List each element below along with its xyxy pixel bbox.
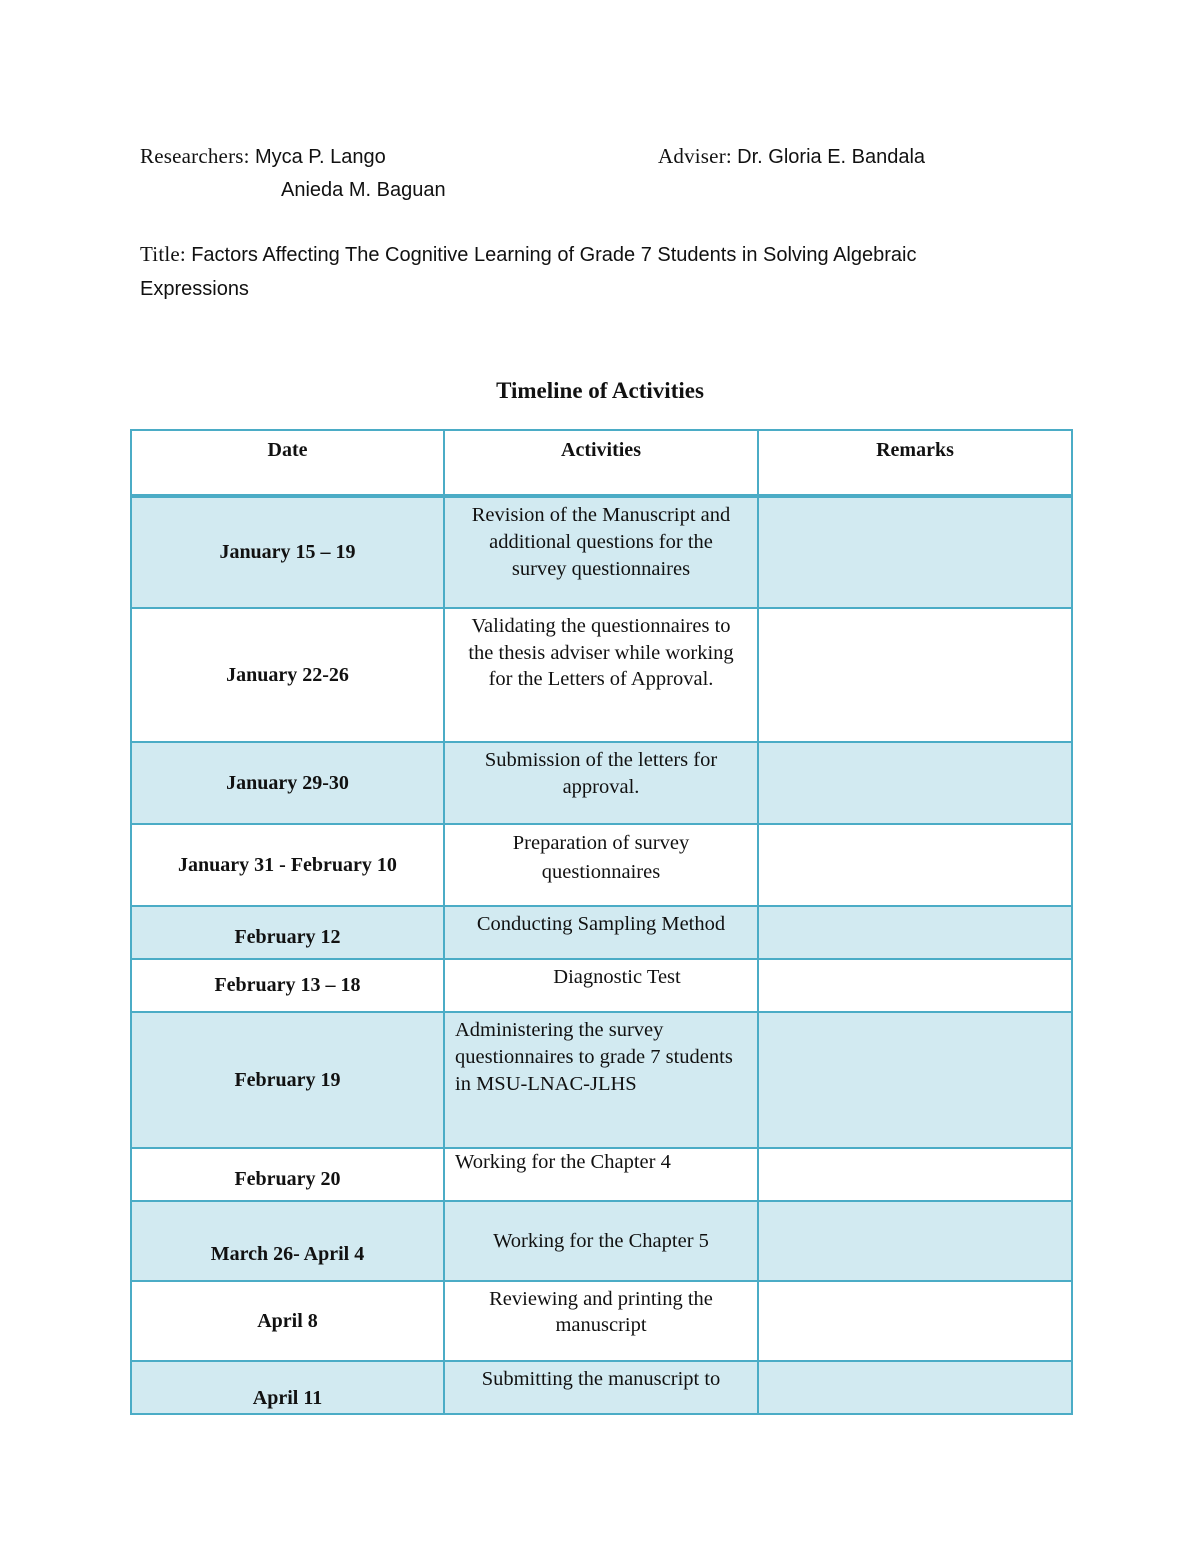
date-cell: January 29-30 — [131, 742, 444, 824]
table-title: Timeline of Activities — [496, 378, 704, 403]
researchers-label: Researchers: — [140, 144, 250, 168]
remarks-cell — [758, 906, 1072, 959]
researchers-line — [140, 146, 386, 167]
date-cell: April 11 — [131, 1361, 444, 1414]
date-cell: February 12 — [131, 906, 444, 959]
activity-cell: Administering the survey questionnaires to grade 7 students in MSU-LNAC-JLHS — [444, 1012, 758, 1148]
researcher-name-2: Anieda M. Baguan — [281, 179, 446, 201]
activity-cell: Submission of the letters for approval. — [444, 742, 758, 824]
date-cell: January 22-26 — [131, 608, 444, 742]
table-row — [131, 608, 1072, 742]
remarks-cell — [758, 496, 1072, 608]
table-row — [131, 1012, 1072, 1148]
date-cell: February 19 — [131, 1012, 444, 1148]
remarks-cell — [758, 742, 1072, 824]
table-row — [131, 1201, 1072, 1281]
research-title: Factors Affecting The Cognitive Learning of Grade 7 Students in Solving Algebraic Expressions — [140, 244, 917, 300]
adviser-line — [658, 146, 925, 167]
table-row — [131, 1361, 1072, 1414]
remarks-cell — [758, 1012, 1072, 1148]
remarks-cell — [758, 1148, 1072, 1201]
remarks-cell — [758, 959, 1072, 1012]
table-row — [131, 959, 1072, 1012]
table-row — [131, 824, 1072, 906]
activity-cell: Preparation of survey questionnaires — [444, 824, 758, 906]
remarks-cell — [758, 1281, 1072, 1361]
activity-cell: Revision of the Manuscript and additional questions for the survey questionnaires — [444, 496, 758, 608]
column-header-remarks: Remarks — [758, 430, 1072, 496]
activity-cell: Reviewing and printing the manuscript — [444, 1281, 758, 1361]
remarks-cell — [758, 1201, 1072, 1281]
title-line — [140, 238, 1020, 306]
adviser-name: Dr. Gloria E. Bandala — [737, 146, 926, 168]
title-label: Title: — [140, 242, 186, 266]
table-row — [131, 496, 1072, 608]
remarks-cell — [758, 608, 1072, 742]
remarks-cell — [758, 824, 1072, 906]
activity-cell: Working for the Chapter 5 — [444, 1201, 758, 1281]
date-cell: April 8 — [131, 1281, 444, 1361]
table-row — [131, 906, 1072, 959]
table-header-row — [131, 430, 1072, 496]
activity-cell: Submitting the manuscript to — [444, 1361, 758, 1414]
activity-cell: Working for the Chapter 4 — [444, 1148, 758, 1201]
timeline-table — [130, 429, 1073, 1415]
table-row — [131, 1148, 1072, 1201]
table-row — [131, 1281, 1072, 1361]
date-cell: March 26- April 4 — [131, 1201, 444, 1281]
date-cell: January 31 - February 10 — [131, 824, 444, 906]
table-row — [131, 742, 1072, 824]
remarks-cell — [758, 1361, 1072, 1414]
researcher-name-1: Myca P. Lango — [254, 146, 386, 168]
activity-cell: Validating the questionnaires to the thesis adviser while working for the Letters of Approval. — [444, 608, 758, 742]
date-cell: January 15 – 19 — [131, 496, 444, 608]
activity-cell: Conducting Sampling Method — [444, 906, 758, 959]
column-header-activities: Activities — [444, 430, 758, 496]
date-cell: February 20 — [131, 1148, 444, 1201]
activity-cell: Diagnostic Test — [444, 959, 758, 1012]
column-header-date: Date — [131, 430, 444, 496]
adviser-label: Adviser: — [658, 144, 732, 168]
date-cell: February 13 – 18 — [131, 959, 444, 1012]
